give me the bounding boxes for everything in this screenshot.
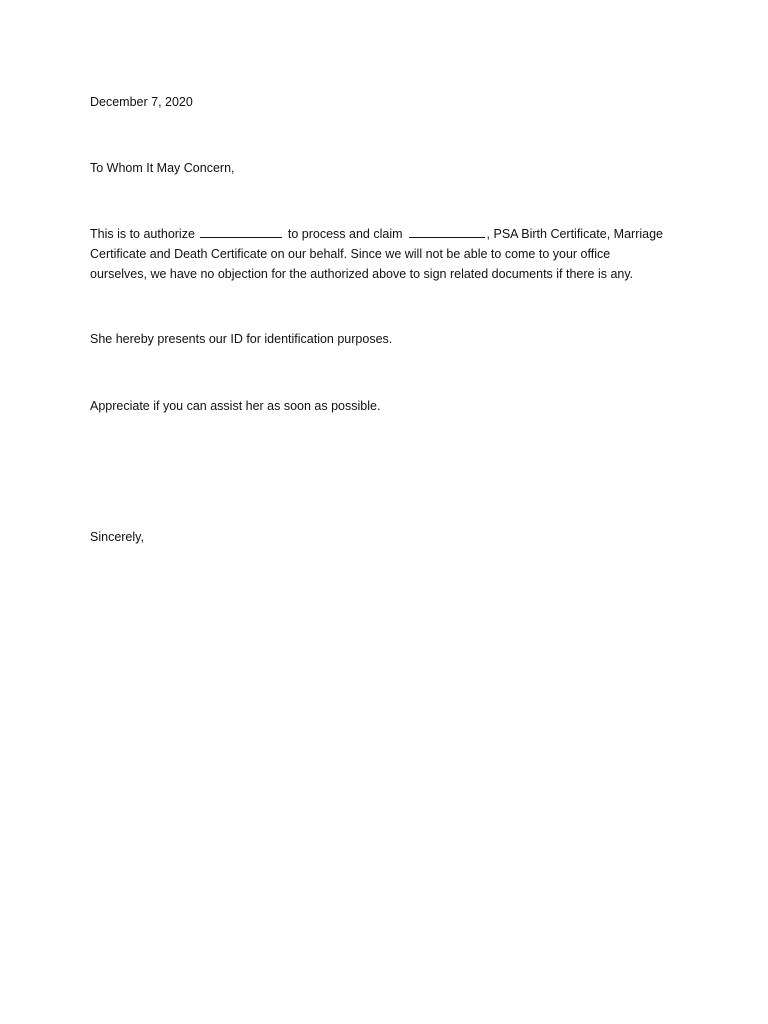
authorization-line-3: ourselves, we have no objection for the authorized above to sign related documents if there is any. [90,267,634,281]
salutation: To Whom It May Concern, [90,161,235,175]
letter-date: December 7, 2020 [90,95,193,109]
documents-text: , PSA Birth Certificate, Marriage [486,227,663,241]
authorization-line-1 [90,224,670,244]
closing: Sincerely, [90,530,144,544]
authorization-paragraph [90,224,670,284]
authorized-person-blank [200,224,282,238]
identification-paragraph: She hereby presents our ID for identification purposes. [90,332,393,346]
authorize-text: This is to authorize [90,227,195,241]
process-claim-text: to process and claim [287,227,403,241]
document-owner-blank [409,224,485,238]
authorization-line-2: Certificate and Death Certificate on our behalf. Since we will not be able to come to your office [90,247,611,261]
request-paragraph: Appreciate if you can assist her as soon as possible. [90,399,381,413]
